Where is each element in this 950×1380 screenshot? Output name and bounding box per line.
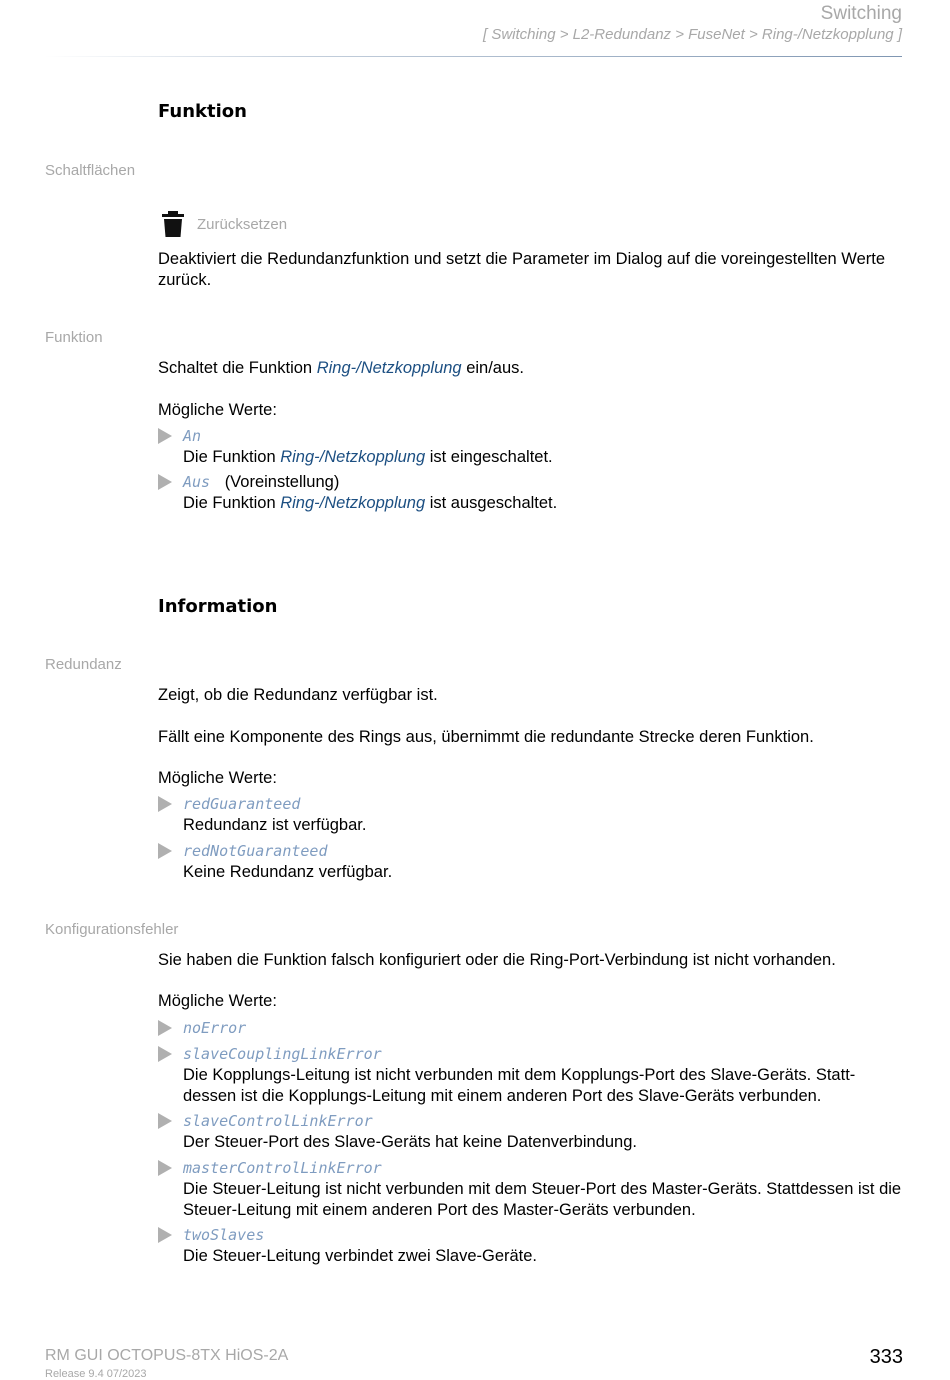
triangle-bullet-icon	[158, 474, 172, 490]
list-item	[158, 1044, 903, 1107]
side-label-config-error: Konfigurationsfehler	[45, 921, 179, 938]
value-code: noError	[183, 1019, 247, 1037]
function-description	[158, 358, 903, 379]
value-default-note: (Voreinstellung)	[224, 473, 340, 491]
config-error-description: Sie haben die Funktion falsch konfiguriert oder die Ring-Port-Verbindung ist nicht vorhanden.	[158, 951, 836, 969]
side-label-buttons: Schaltflächen	[45, 162, 136, 179]
triangle-bullet-icon	[158, 843, 172, 859]
reset-description: Deaktiviert die Redundanzfunktion und setzt die Parameter im Dialog auf die voreingestellten Werte zurück.	[158, 250, 886, 289]
value-code: twoSlaves	[183, 1226, 265, 1244]
list-item	[158, 472, 903, 514]
section-title-information: Information	[158, 596, 278, 617]
possible-values-heading: Mögliche Werte:	[158, 992, 277, 1010]
list-item	[158, 1158, 903, 1221]
reset-button-label: Zurücksetzen	[197, 216, 288, 233]
value-code: Aus	[183, 473, 211, 491]
section-title-funktion: Funktion	[158, 101, 247, 122]
page-number: 333	[869, 1346, 903, 1368]
list-item	[158, 1018, 903, 1039]
value-desc-text-end: ist ausgeschaltet.	[425, 494, 558, 512]
function-desc-link: Ring-/Netzkopplung	[316, 359, 462, 377]
value-code: slaveCouplingLinkError	[183, 1045, 382, 1063]
value-desc: Die Steuer-Leitung ist nicht verbunden mit dem Steuer-Port des Master-Geräts. Stattdessen ist die Steuer-Leitung mit einem anderen Port des Master-Geräts verbunden.	[183, 1180, 902, 1219]
footer-product: RM GUI OCTOPUS-8TX HiOS-2A	[45, 1347, 289, 1364]
value-desc-link: Ring-/Netzkopplung	[280, 448, 426, 466]
header-divider	[45, 56, 902, 57]
side-label-funktion: Funktion	[45, 329, 103, 346]
redundancy-description-2: Fällt eine Komponente des Rings aus, übernimmt die redundante Strecke deren Funktion.	[158, 728, 814, 746]
triangle-bullet-icon	[158, 1046, 172, 1062]
header-title: Switching	[820, 3, 902, 24]
value-code: redGuaranteed	[183, 795, 301, 813]
value-code: slaveControlLinkError	[183, 1112, 373, 1130]
triangle-bullet-icon	[158, 796, 172, 812]
value-desc: Redundanz ist verfügbar.	[183, 816, 367, 834]
side-label-redundanz: Redundanz	[45, 656, 122, 673]
list-item	[158, 1111, 903, 1153]
trash-icon	[162, 211, 184, 237]
value-code: redNotGuaranteed	[183, 842, 328, 860]
value-desc: Die Kopplungs-Leitung ist nicht verbunden mit dem Kopplungs-Port des Slave-Geräts. Statt-dessen ist die Kopplungs-Leitung mit einem anderen Port des Slave-Geräts verbunden.	[183, 1066, 856, 1105]
possible-values-heading: Mögliche Werte:	[158, 769, 277, 787]
list-item	[158, 426, 903, 468]
list-item	[158, 1225, 903, 1267]
function-desc-text: Schaltet die Funktion	[158, 359, 317, 377]
possible-values-heading: Mögliche Werte:	[158, 401, 277, 419]
value-desc: Der Steuer-Port des Slave-Geräts hat keine Datenverbindung.	[183, 1133, 637, 1151]
value-desc: Die Steuer-Leitung verbindet zwei Slave-Geräte.	[183, 1247, 538, 1265]
triangle-bullet-icon	[158, 1020, 172, 1036]
list-item	[158, 794, 903, 836]
triangle-bullet-icon	[158, 428, 172, 444]
triangle-bullet-icon	[158, 1160, 172, 1176]
redundancy-description: Zeigt, ob die Redundanz verfügbar ist.	[158, 686, 438, 704]
breadcrumb: [ Switching > L2-Redundanz > FuseNet > Ring-/Netzkopplung ]	[483, 26, 902, 43]
footer-release: Release 9.4 07/2023	[45, 1368, 147, 1380]
value-desc: Keine Redundanz verfügbar.	[183, 863, 393, 881]
value-code: masterControlLinkError	[183, 1159, 382, 1177]
list-item	[158, 841, 903, 883]
function-desc-text-end: ein/aus.	[461, 359, 524, 377]
value-desc-text-end: ist eingeschaltet.	[425, 448, 553, 466]
value-desc-text: Die Funktion	[183, 448, 281, 466]
value-desc-text: Die Funktion	[183, 494, 281, 512]
value-desc-link: Ring-/Netzkopplung	[280, 494, 426, 512]
value-code: An	[183, 427, 202, 445]
triangle-bullet-icon	[158, 1113, 172, 1129]
triangle-bullet-icon	[158, 1227, 172, 1243]
